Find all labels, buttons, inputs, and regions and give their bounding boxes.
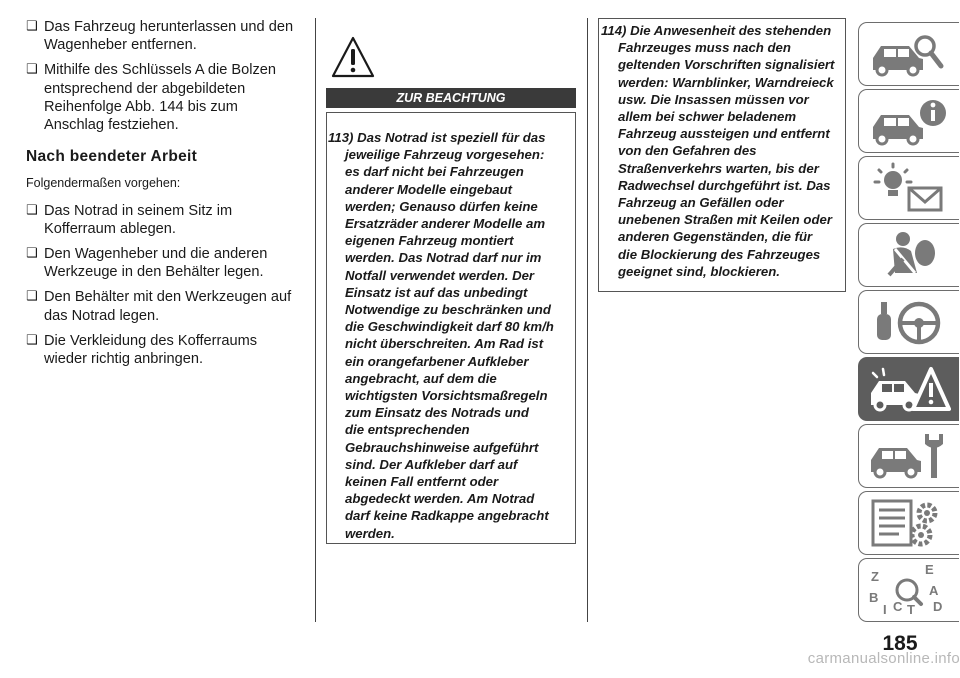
index-letter: C [893, 599, 903, 614]
note-line: die Blockierung des Fahrzeuges [618, 246, 821, 262]
step-text: Die Verkleidung des Kofferraums wieder richtig anbringen. [44, 332, 258, 368]
tab-index[interactable] [858, 558, 959, 622]
tab-key-steering[interactable] [858, 290, 959, 354]
note-line: Gebrauchshinweise aufgeführt [345, 439, 539, 455]
step-text: Das Fahrzeug herunterlassen und den Wagenheber entfernen. [44, 19, 294, 54]
tab-specs[interactable] [858, 491, 959, 555]
index-letter: T [907, 602, 915, 616]
airbag-seatbelt-icon [867, 229, 951, 281]
checkbox-bullet-icon: ❑ [26, 201, 38, 217]
note-line: nicht überschreiten. Am Rad ist [345, 336, 544, 352]
note-number: 113) [328, 130, 354, 145]
step-list-b [26, 202, 298, 369]
checkbox-bullet-icon: ❑ [26, 18, 38, 33]
specs-list-gears-icon [867, 497, 951, 549]
step-list-a [26, 18, 298, 134]
note-line: zum Einsatz des Notrads und [345, 405, 529, 421]
note-line: Notwendige zu beschränken und [345, 302, 551, 318]
section-heading: Nach beendeter Arbeit [26, 148, 198, 166]
key-steering-wheel-icon [867, 296, 951, 348]
step-item [26, 61, 298, 134]
note-line: Einsatz ist auf das unbedingt [345, 284, 528, 300]
step-text: Den Behälter mit den Werkzeugen auf das Notrad legen. [44, 289, 292, 324]
warning-triangle-icon [331, 36, 375, 78]
note-line: abgedeckt werden. Am Notrad [345, 491, 535, 507]
warning-lights-message-icon [867, 162, 951, 214]
note-line: unebenen Straßen mit Keilen oder [618, 212, 832, 228]
note-line: eigenen Fahrzeug montiert [345, 233, 514, 249]
step-item [26, 332, 298, 368]
note-line: sind. Der Aufkleber darf auf [345, 456, 518, 472]
note-line: darf keine Radkappe angebracht [345, 508, 549, 524]
tab-airbag[interactable] [858, 223, 959, 287]
note-line: Notfall verwendet werden. Der [345, 267, 535, 283]
tab-warning-lights[interactable] [858, 156, 959, 220]
note-line: werden; Genauso dürfen keine [345, 198, 538, 214]
step-item [26, 288, 298, 324]
note-line: die Geschwindigkeit darf 80 km/h [345, 319, 554, 335]
note-line: Fahrzeuges muss nach den [618, 40, 791, 56]
note-line: von den Gefahren des [618, 143, 757, 159]
note-line: es darf nicht bei Fahrzeugen [345, 164, 524, 180]
page-number: 185 [882, 632, 918, 655]
section-intro: Folgendermaßen vorgehen: [26, 176, 181, 191]
instructions-column [26, 18, 298, 375]
note-line: Fahrzeug an Gefällen oder [618, 195, 784, 211]
index-letter: D [933, 599, 943, 614]
warning-title: ZUR BEACHTUNG [326, 88, 576, 108]
step-text: Den Wagenheber und die anderen Werkzeuge in den Behälter legen. [44, 246, 268, 281]
note-line: usw. Die Insassen müssen vor [618, 91, 809, 107]
note-line: die entsprechenden [345, 422, 470, 438]
step-item [26, 245, 298, 281]
note-line: Das Notrad ist speziell für das [357, 130, 546, 145]
note-114 [601, 22, 844, 280]
note-line: Ersatzräder anderer Modelle am [345, 216, 546, 232]
car-magnifier-icon [867, 28, 951, 80]
note-line: werden: Warnblinker, Warndreieck [618, 74, 834, 90]
index-letter: E [925, 564, 934, 577]
checkbox-bullet-icon: ❑ [26, 61, 38, 77]
note-line: Die Anwesenheit des stehenden [630, 23, 832, 38]
note-line: Fahrzeug aussteigen und entfernt [618, 126, 830, 142]
note-line: geltenden Vorschriften signalisiert [618, 57, 835, 73]
car-info-icon [867, 95, 951, 147]
car-breakdown-warning-icon [867, 363, 951, 415]
note-line: allem bei schwer beladenem [618, 109, 797, 125]
note-line: geeignet sind, blockieren. [618, 263, 780, 279]
note-line: angebracht, auf dem die [345, 370, 497, 386]
step-item [26, 202, 298, 238]
watermark: carmanualsonline.info [807, 650, 960, 667]
tab-car-magnifier[interactable] [858, 22, 959, 86]
checkbox-bullet-icon: ❑ [26, 245, 38, 261]
alphabetical-index-icon [867, 564, 951, 616]
tab-breakdown[interactable] [858, 357, 959, 421]
column-divider [315, 18, 316, 622]
note-line: jeweilige Fahrzeug vorgesehen: [345, 147, 545, 163]
index-letter: B [869, 590, 879, 605]
note-line: wichtigsten Vorsichtsmaßregeln [345, 388, 548, 404]
tab-car-info[interactable] [858, 89, 959, 153]
checkbox-bullet-icon: ❑ [26, 331, 38, 347]
index-letter: Z [871, 569, 879, 584]
tab-car-wrench[interactable] [858, 424, 959, 488]
note-number: 114) [601, 23, 627, 38]
checkbox-bullet-icon: ❑ [26, 288, 38, 304]
index-letter: I [883, 602, 887, 616]
note-line: anderen Gegenständen, die für [618, 229, 813, 245]
note-line: werden. Das Notrad darf nur im [345, 250, 542, 266]
note-line: werden. [345, 525, 395, 541]
note-line: Straßenverkehrs warten, bis der [618, 160, 819, 176]
note-line: ein orangefarbener Aufkleber [345, 353, 529, 369]
index-letter: A [929, 583, 939, 598]
note-line: anderer Modelle eingebaut [345, 181, 513, 197]
step-item [26, 18, 298, 54]
note-line: Radwechsel durchgeführt ist. Das [618, 177, 831, 193]
step-text: Mithilfe des Schlüssels A die Bolzen entsprechend der abgebildeten Reihenfolge Abb. 144 bis zum Anschlag festziehen. [44, 62, 277, 134]
note-113 [328, 129, 572, 542]
note-line: keinen Fall entfernt oder [345, 474, 499, 490]
column-divider [587, 18, 588, 622]
step-text: Das Notrad in seinem Sitz im Kofferraum ablegen. [44, 202, 233, 237]
car-wrench-icon [867, 430, 951, 482]
